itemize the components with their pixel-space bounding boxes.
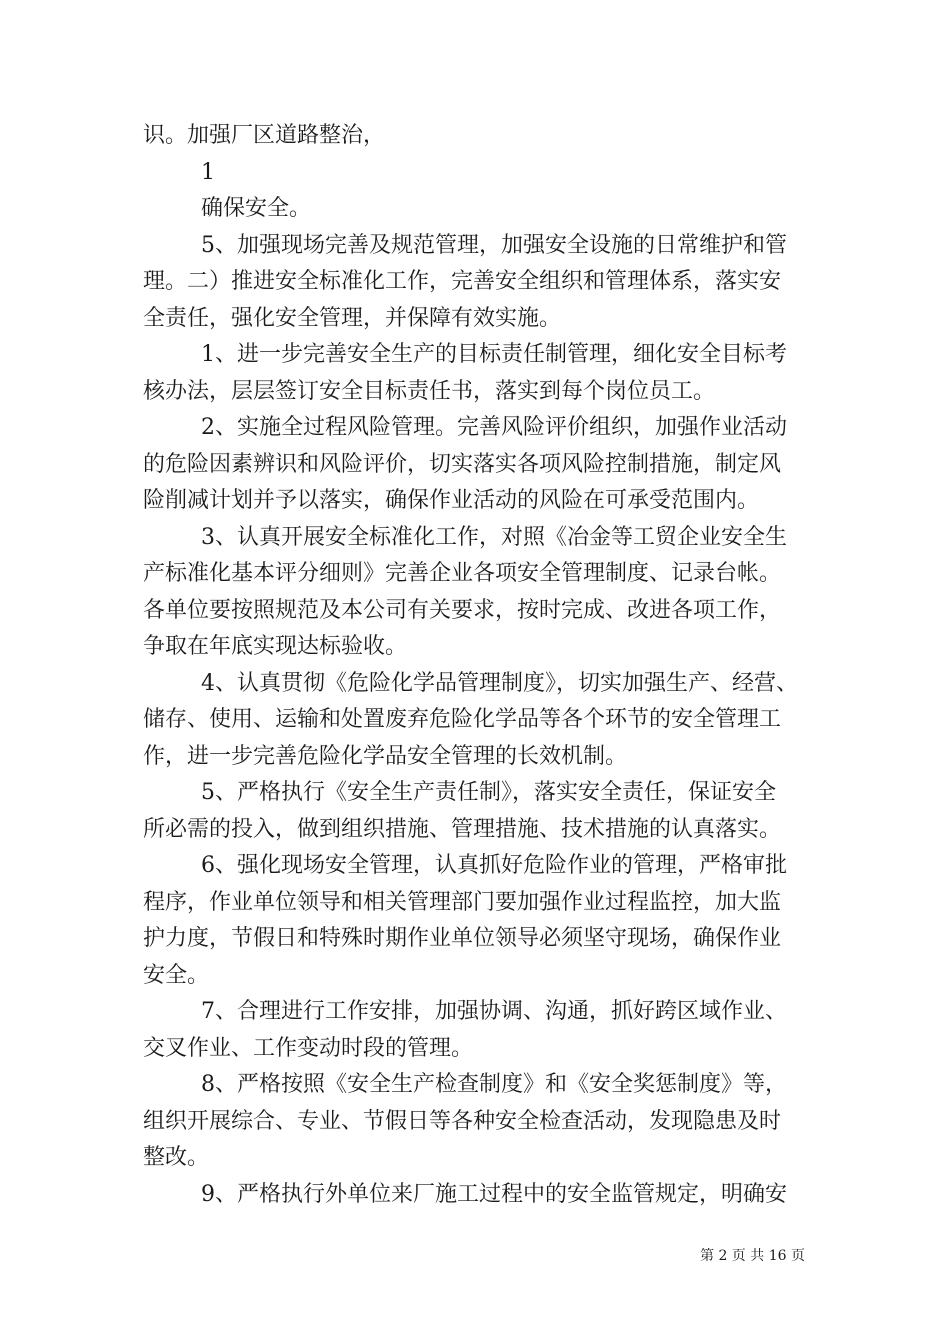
text-line: 5、严格执行《安全生产责任制》，落实安全责任，保证安全	[201, 780, 776, 805]
text-line: 程序，作业单位领导和相关管理部门要加强作业过程监控，加大监	[143, 889, 782, 915]
text-line: 7、合理进行工作安排，加强协调、沟通，抓好跨区域作业、	[201, 999, 787, 1024]
text-line: 3、认真开展安全标准化工作，对照《冶金等工贸企业安全生	[201, 524, 787, 550]
text-line: 5、加强现场完善及规范管理，加强安全设施的日常维护和管	[201, 232, 787, 258]
text-line: 所必需的投入，做到组织措施、管理措施、技术措施的认真落实。	[143, 816, 782, 842]
text-line: 的危险因素辨识和风险评价，切实落实各项风险控制措施，制定风	[143, 451, 782, 477]
text-line: 储存、使用、运输和处置废弃危险化学品等各个环节的安全管理工	[143, 707, 782, 732]
text-line: 1、进一步完善安全生产的目标责任制管理，细化安全目标考	[201, 342, 787, 367]
text-line: 理。二）推进安全标准化工作，完善安全组织和管理体系，落实安	[143, 269, 782, 294]
text-line: 确保安全。	[201, 196, 312, 221]
text-line: 安全。	[143, 962, 210, 988]
page-footer: 第 2 页 共 16 页	[700, 1248, 805, 1264]
text-line: 组织开展综合、专业、节假日等各种安全检查活动，发现隐患及时	[143, 1108, 782, 1134]
document-body	[143, 118, 811, 1213]
text-line: 争取在年底实现达标验收。	[143, 634, 408, 659]
text-line: 核办法，层层签订安全目标责任书，落实到每个岗位员工。	[143, 378, 716, 404]
text-line: 护力度，节假日和特殊时期作业单位领导必须坚守现场，确保作业	[143, 926, 782, 951]
text-line: 险削减计划并予以落实，确保作业活动的风险在可承受范围内。	[143, 488, 760, 513]
text-line: 9、严格执行外单位来厂施工过程中的安全监管规定，明确安	[201, 1181, 787, 1207]
text-line: 各单位要按照规范及本公司有关要求，按时完成、改进各项工作，	[143, 597, 782, 623]
text-line: 6、强化现场安全管理，认真抓好危险作业的管理，严格审批	[201, 853, 787, 878]
text-line: 全责任，强化安全管理，并保障有效实施。	[143, 305, 562, 331]
page-number-inline: 1	[201, 159, 215, 185]
text-line: 整改。	[143, 1145, 210, 1170]
text-line: 作，进一步完善危险化学品安全管理的长效机制。	[143, 743, 628, 769]
text-line: 8、严格按照《安全生产检查制度》和《安全奖惩制度》等，	[201, 1072, 787, 1097]
text-line: 2、实施全过程风险管理。完善风险评价组织，加强作业活动	[201, 415, 787, 440]
text-line: 识。加强厂区道路整治，	[143, 123, 386, 148]
text-line: 交叉作业、工作变动时段的管理。	[143, 1035, 474, 1061]
text-line: 产标准化基本评分细则》完善企业各项安全管理制度、记录台帐。	[143, 561, 782, 586]
text-line: 4、认真贯彻《危险化学品管理制度》，切实加强生产、经营、	[201, 670, 798, 696]
